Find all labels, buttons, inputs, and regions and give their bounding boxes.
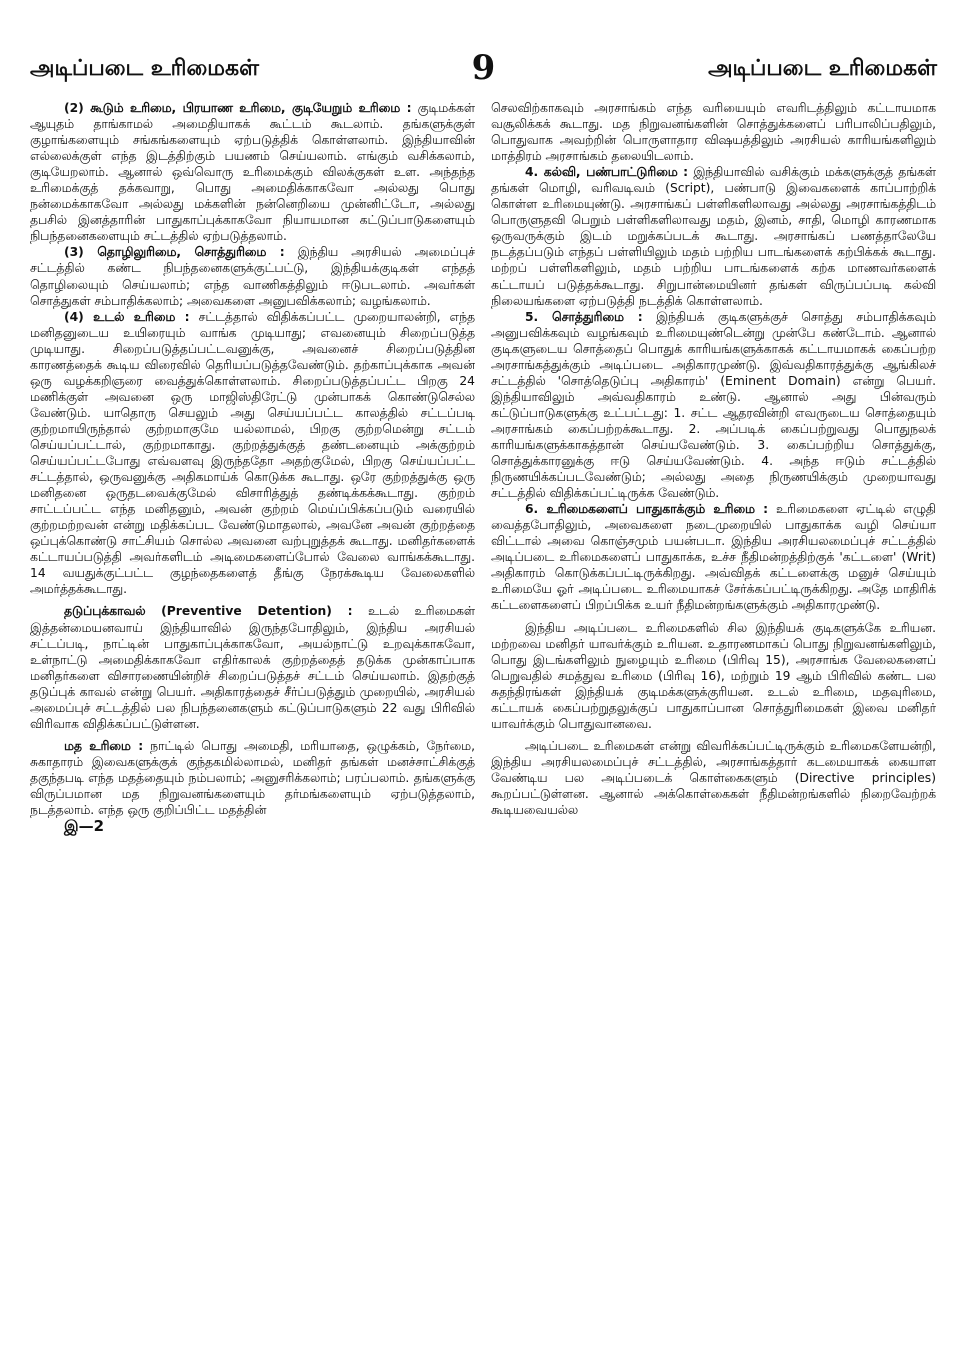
paragraph-assembly-right <box>30 100 475 244</box>
running-title-right: அடிப்படை உரிமைகள் <box>708 56 937 81</box>
paragraph-directive-principles: அடிப்படை உரிமைகள் என்று விவரிக்கப்பட்டிருக்கும் உரிமைகளேயன்றி, இந்திய அரசியலமைப்புச் சட்டத்தில், அரசாங்கத்தார் கடமையாகக் கையாள வேண்டிய பல அடிப்படைக் கொள்கைகளும் (Directive principles) கூறப்பட்டுள்ளன. ஆனால் அக்கொள்கைகள் நீதிமன்றங்களில் நிறைவேற்றக் கூடியவையல்ல <box>491 738 936 818</box>
section-heading: (4) உடல் உரிமை : <box>64 309 190 324</box>
section-heading: (3) தொழிலுரிமை, சொத்துரிமை : <box>64 245 285 260</box>
paragraph-text: சட்டத்தால் விதிக்கப்பட்ட முறையாலன்றி, எந்த மனிதனுடைய உயிரையும் வாங்க முடியாது; எவனையும் சிறைப்படுத்த முடியாது. சிறைப்படுத்தப்பட்டவனுக்கு, அவனைச் சிறைப்படுத்தின காரணத்தைக் கூடிய விரைவில் தெரியப்படுத்தவேண்டும். தற்காப்புக்காக அவன் ஒரு வழக்கறிஞரை வைத்துக்கொள்ளலாம். சிறைப்படுத்தப்பட்ட பிறகு 24 மணிக்குள் அவனை ஒரு மாஜிஸ்திரேட்டு முன்பாகக் கொண்டுசெல்ல வேண்டும். யாதொரு செயலும் அது செய்யப்பட்ட காலத்தில் சட்டப்படி குற்றமாயிருந்தால் குற்றமாகுமே யல்லாமல், பிறகு குற்றமென்று சட்டம் செய்யப்பட்டால், குற்றமாகாது. குற்றத்துக்குத் தண்டனையும் அக்குற்றம் செய்யப்பட்டபோது எவ்வளவு இருந்ததோ அதற்குமேல், பிறகு செய்யப்பட்ட சட்டத்தால், ஒருவனுக்கு அதிகமாய்க் கொடுக்க கூடாது. ஒரே குற்றத்துக்கு ஒரு மனிதனை ஒருதடவைக்குமேல் விசாரித்துத் தண்டிக்கக்கூடாது. குற்றம் சாட்டப்பட்ட எந்த மனிதனும், அவன் குற்றம் மெய்ப்பிக்கப்படும் வரையில் குற்றமற்றவன் என்று மதிக்கப்பட வேண்டுமாதலால், அவனே அவன் குற்றத்தை ஒப்புக்கொண்டு சாட்சியம் சொல்ல அவனை வற்புறுத்தக் கூடாது. மனிதர்களைக் கட்டாயப்படுத்தி அவர்களிடம் அடிமைகளைப்போல் வேலை வாங்கக்கூடாது. 14 வயதுக்குட்பட்ட குழந்தைகளைத் தீங்கு நேரக்கூடிய வேலைகளில் அமர்த்தக்கூடாது. <box>30 309 475 597</box>
paragraph-education-culture <box>491 164 936 308</box>
page-number: 9 <box>471 48 496 88</box>
paragraph-citizens-rights: இந்திய அடிப்படை உரிமைகளில் சில இந்தியக் குடிகளுக்கே உரியன. மற்றவை மனிதர் யாவர்க்கும் உரியன. உதாரணமாகப் பொது நிறுவனங்களிலும், பொது இடங்களிலும் நுழையும் உரிமை (பிரிவு 15), அரசாங்க வேலைகளைப் பெறுவதில் சமத்துவ உரிமை (பிரிவு 16), மற்றும் 19 ஆம் பிரிவில் கண்ட பல சுதந்திரங்கள் இந்தியக் குடிமக்களுக்குரியன. உடல் உரிமை, மதவுரிமை, கட்டாயக் கைப்பற்றுதலுக்குப் பாதுகாப்பான சொத்துரிமைகள் இவை மனிதர் யாவர்க்கும் பொதுவானவை. <box>491 620 936 731</box>
signature-mark: இ—2 <box>64 817 105 836</box>
paragraph-occupation-right <box>30 244 475 308</box>
section-heading: 6. உரிமைகளைப் பாதுகாக்கும் உரிமை : <box>525 502 769 517</box>
paragraph-continuation: செலவிற்காகவும் அரசாங்கம் எந்த வரியையும் எவரிடத்திலும் கட்டாயமாக வசூலிக்கக் கூடாது. மத நிறுவனங்களின் சொத்துக்களைப் பரிபாலிப்பதிலும், பொதுவாக அவற்றின் பொருளாதார விஷயத்திலும் அரசியல் காரியங்களிலும் மாத்திரம் அரசாங்கம் தலையிடலாம். <box>491 101 936 164</box>
text-columns <box>30 100 937 1348</box>
paragraph-text: இந்தியாவில் வசிக்கும் மக்களுக்குத் தங்கள் தங்கள் மொழி, வரிவடிவம் (Script), பண்பாடு இவைகளைக் காப்பாற்றிக் கொள்ள உரிமையுண்டு. அரசாங்கப் பள்ளிகளிலாவது அல்லது அரசாங்கத்திடம் பொருளுதவி பெறும் பள்ளிகளிலாவது மதம், இனம், சாதி, மொழி காரணமாக ஒருவருக்கும் இடம் மறுக்கப்படக் கூடாது. அரசாங்கப் பணத்தாலேயே நடத்தப்படும் எந்தப் பள்ளியிலும் மதம் பற்றிய பாடங்களைக் கற்பிக்கக் கூடாது. மற்றப் பள்ளிகளிலும், மதம் பற்றிய பாடங்களைக் கற்க மாணவர்களைக் கட்டாயப் படுத்தக்கூடாது. சிறுபான்மையினர் தங்கள் விருப்பப்படி கல்வி நிலையங்களை ஏற்படுத்தி நடத்திக் கொள்ளலாம். <box>491 165 936 308</box>
paragraph-text: இந்தியக் குடிகளுக்குச் சொத்து சம்பாதிக்கவும் அனுபவிக்கவும் வழங்கவும் உரிமையுண்டென்று முன்பே கண்டோம். ஆனால் குடிகளுடைய சொத்தைப் பொதுக் காரியங்களுக்காகக் கட்டாயமாகக் கைப்பற்ற அரசாங்கத்துக்கும் அடிப்படை அதிகாரமுண்டு. இவ்வதிகாரத்துக்கு ஆங்கிலச் சட்டத்தில் 'சொத்தெடுப்பு அதிகாரம்' (Eminent Domain) என்று பெயர். இந்தியாவிலும் அவ்வதிகாரம் உண்டு. ஆனால் அது பின்வரும் கட்டுப்பாடுகளுக்கு உட்பட்டது: 1. சட்ட ஆதரவின்றி எவருடைய சொத்தையும் அரசாங்கம் கைப்பற்றக்கூடாது. 2. அப்படிக் கைப்பற்றுவது பொதுநலக் காரியங்களுக்காகத்தான் செய்யவேண்டும். 3. கைப்பற்றிய சொத்துக்கு, சொத்துக்காரனுக்கு ஈடு செய்யவேண்டும். 4. அந்த ஈடும் சட்டத்தில் நிருணயிக்கப்படவேண்டும்; அல்லது அதை நிருணயிக்கும் முறையாவது சட்டத்தில் விதிக்கப்பட்டிருக்க வேண்டும். <box>491 309 936 501</box>
paragraph-preventive-detention <box>30 603 475 731</box>
paragraph-text: நாட்டில் பொது அமைதி, மரியாதை, ஒழுக்கம், நேர்மை, சுகாதாரம் இவைகளுக்குக் குந்தகமில்லாமல், மனிதர் தங்கள் மனச்சாட்சிக்குத் தகுந்தபடி எந்த மதத்தையும் நம்பலாம்; அனுசரிக்கலாம்; பரப்பலாம். தங்களுக்கு விருப்பமான மத நிறுவனங்களையும் தர்மங்களையும் ஏற்படுத்தலாம், நடத்தலாம். எந்த ஒரு குறிப்பிட்ட மதத்தின் <box>30 738 475 818</box>
paragraph-text: உடல் உரிமைகள் இத்தன்மையனவாய் இந்தியாவில் இருந்தபோதிலும், இந்திய அரசியல் சட்டப்படி, நாட்டின் பாதுகாப்புக்காகவோ, அயல்நாட்டு உறவுக்காகவோ, உள்நாட்டு அமைதிக்காகவோ எதிர்காலக் குற்றத்தைத் தடுக்க முன்காப்பாக மனிதர்களை விசாரணையின்றிச் சிறைப்படுத்தச் சட்டம் செய்யலாம். இதற்குத் தடுப்புக் காவல் என்று பெயர். அதிகாரத்தைச் சீர்ப்படுத்தும் முறையில், அரசியல் அமைப்புச் சட்டத்தில் பல நிபந்தனைகளும் கட்டுப்பாடுகளும் 22 வது பிரிவில் விரிவாக விதிக்கப்பட்டுள்ளன. <box>30 604 475 731</box>
page-header <box>30 48 937 92</box>
paragraph-text: உரிமைகளை ஏட்டில் எழுதி வைத்தபோதிலும், அவைகளை நடைமுறையில் பாதுகாக்க வழி செய்யா விட்டால் அவை கொஞ்சமும் பயன்படா. இந்திய அரசியலமைப்புச் சட்டத்தில் அடிப்படை உரிமைகளைப் பாதுகாக்க, உச்ச நீதிமன்றத்திற்குக் 'கட்டளை' (Writ) அதிகாரம் கொடுக்கப்பட்டிருக்கிறது. அவ்விதக் கட்டளைக்கு மனுச் செய்யும் உரிமையே ஓர் அடிப்படை உரிமையாகச் சேர்க்கப்பட்டிருக்கிறது. அதே மாதிரிக் கட்டளைகளைப் பிறப்பிக்க உயர் நீதிமன்றங்களுக்கும் அதிகாரமுண்டு. <box>491 502 936 613</box>
section-heading: 4. கல்வி, பண்பாட்டுரிமை : <box>525 165 689 180</box>
right-column <box>491 100 936 1348</box>
section-heading: (2) கூடும் உரிமை, பிரயாண உரிமை, குடியேறும் உரிமை : <box>64 101 412 115</box>
section-heading: மத உரிமை : <box>64 738 144 753</box>
running-title-left: அடிப்படை உரிமைகள் <box>30 56 259 81</box>
paragraph-property-right <box>491 309 936 502</box>
left-column <box>30 100 475 1348</box>
section-heading: தடுப்புக்காவல் (Preventive Detention) : <box>64 604 353 619</box>
paragraph-religious-freedom <box>30 738 475 818</box>
paragraph-remedies <box>491 501 936 613</box>
section-heading: 5. சொத்துரிமை : <box>525 309 643 324</box>
paragraph-personal-liberty <box>30 309 475 598</box>
paragraph-text: குடிமக்கள் ஆயுதம் தாங்காமல் அமைதியாகக் கூட்டம் கூடலாம். தங்களுக்குள் குழாங்களையும் சங்கங்களையும் ஏற்படுத்திக் கொள்ளலாம். இந்தியாவின் எல்லைக்குள் எந்த இடத்திற்கும் பயணம் செய்யலாம். எங்கும் வசிக்கலாம், குடியேறலாம். ஆனால் ஒவ்வொரு உரிமைக்கும் விலக்குகள் உள. அந்தந்த உரிமைக்குத் தக்கவாறு, பொது அமைதிக்காகவோ அல்லது பொது நன்மைக்காகவோ அல்லது மக்களின் நன்னெறியை முன்னிட்டோ, அல்லது தபசில் இனத்தாரின் பாதுகாப்புக்காகவோ நியாயமான கட்டுப்பாடுகளையும் நிபந்தனைகளையும் சட்டத்தில் ஏற்படுத்தலாம். <box>30 101 475 244</box>
paragraph-text: இந்திய அரசியல் அமைப்புச் சட்டத்தில் கண்ட நிபந்தனைகளுக்குட்பட்டு, இந்தியக்குடிகள் எந்தத் தொழிலையும் செய்யலாம்; எந்த வாணிகத்திலும் ஈடுபடலாம். அவர்கள் சொத்துகள் சம்பாதிக்கலாம்; அவைகளை அனுபவிக்கலாம்; வழங்கலாம். <box>30 245 475 308</box>
